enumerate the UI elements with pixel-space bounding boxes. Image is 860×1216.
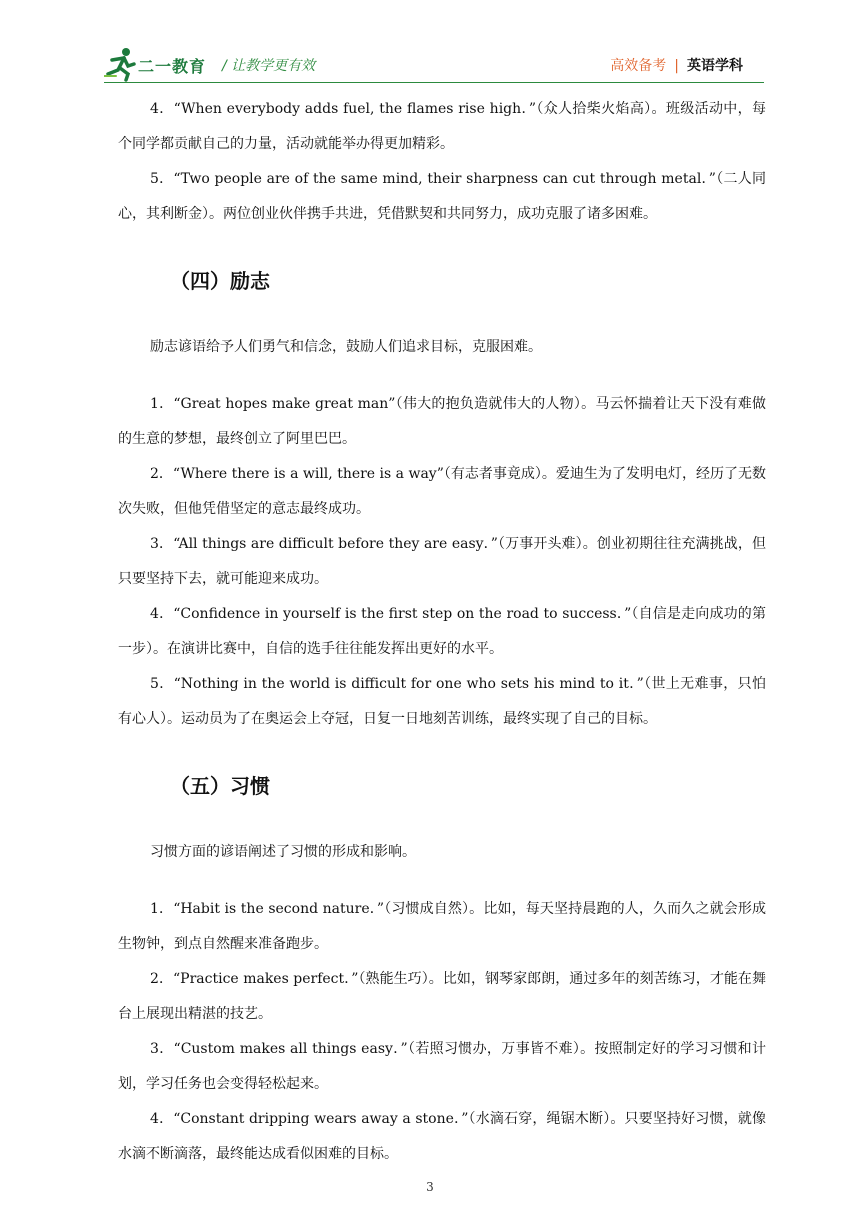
logo xyxy=(104,46,220,82)
section-intro: 习惯方面的谚语阐述了习惯的形成和影响。 xyxy=(150,844,416,860)
tag-subject: 英语学科 xyxy=(687,58,743,74)
header-divider xyxy=(104,82,764,83)
proverb-item: 2．“Practice makes perfect．”（熟能生巧）。比如，钢琴家郎朗，通过多年的刻苦练习，才能在舞台上展现出精湛的技艺。 xyxy=(118,971,766,1022)
section-intro: 励志谚语给予人们勇气和信念，鼓励人们追求目标，克服困难。 xyxy=(150,339,542,355)
logo-text: 二一教育 xyxy=(138,57,207,76)
page-header xyxy=(0,0,860,90)
proverb-item: 5．“Nothing in the world is difficult for one who sets his mind to it．”（世上无难事，只怕有心人）。运动员为了在奥运会上夺冠，日复一日地刻苦训练，最终实现了自己的目标。 xyxy=(118,676,766,727)
proverb-item: 4．“When everybody adds fuel, the flames rise high．”（众人拾柴火焰高）。班级活动中，每个同学都贡献自己的力量，活动就能举办得更加精彩。 xyxy=(118,101,766,152)
document-body xyxy=(118,92,766,1172)
page-number: 3 xyxy=(426,1180,434,1194)
runner-logo-icon xyxy=(104,46,138,82)
section-title-habits: （五）习惯 xyxy=(170,774,270,798)
proverb-item: 4．“Confidence in yourself is the first step on the road to success．”（自信是走向成功的第一步）。在演讲比赛中，自信的选手往往能发挥出更好的水平。 xyxy=(118,606,766,657)
slogan: / 让教学更有效 xyxy=(222,58,316,74)
proverb-item: 2．“Where there is a will, there is a way”（有志者事竟成）。爱迪生为了发明电灯，经历了无数次失败，但他凭借坚定的意志最终成功。 xyxy=(118,466,766,517)
tag-exam-prep: 高效备考 xyxy=(610,58,667,74)
proverb-item: 3．“Custom makes all things easy．”（若照习惯办，万事皆不难）。按照制定好的学习习惯和计划，学习任务也会变得轻松起来。 xyxy=(118,1041,766,1092)
proverb-item: 1．“Habit is the second nature．”（习惯成自然）。比如，每天坚持晨跑的人，久而久之就会形成生物钟，到点自然醒来准备跑步。 xyxy=(118,901,766,952)
subject-tags xyxy=(610,55,743,75)
proverb-item: 5．“Two people are of the same mind, their sharpness can cut through metal．”（二人同心，其利断金）。两位创业伙伴携手共进，凭借默契和共同努力，成功克服了诸多困难。 xyxy=(118,171,766,222)
tag-separator: | xyxy=(674,58,679,74)
section-title-inspiration: （四）励志 xyxy=(170,269,270,293)
proverb-item: 3．“All things are difficult before they are easy．”（万事开头难）。创业初期往往充满挑战，但只要坚持下去，就可能迎来成功。 xyxy=(118,536,766,587)
proverb-item: 4．“Constant dripping wears away a stone．”（水滴石穿，绳锯木断）。只要坚持好习惯，就像水滴不断滴落，最终能达成看似困难的目标。 xyxy=(118,1111,766,1162)
proverb-item: 1．“Great hopes make great man”（伟大的抱负造就伟大的人物）。马云怀揣着让天下没有难做的生意的梦想，最终创立了阿里巴巴。 xyxy=(118,396,766,447)
